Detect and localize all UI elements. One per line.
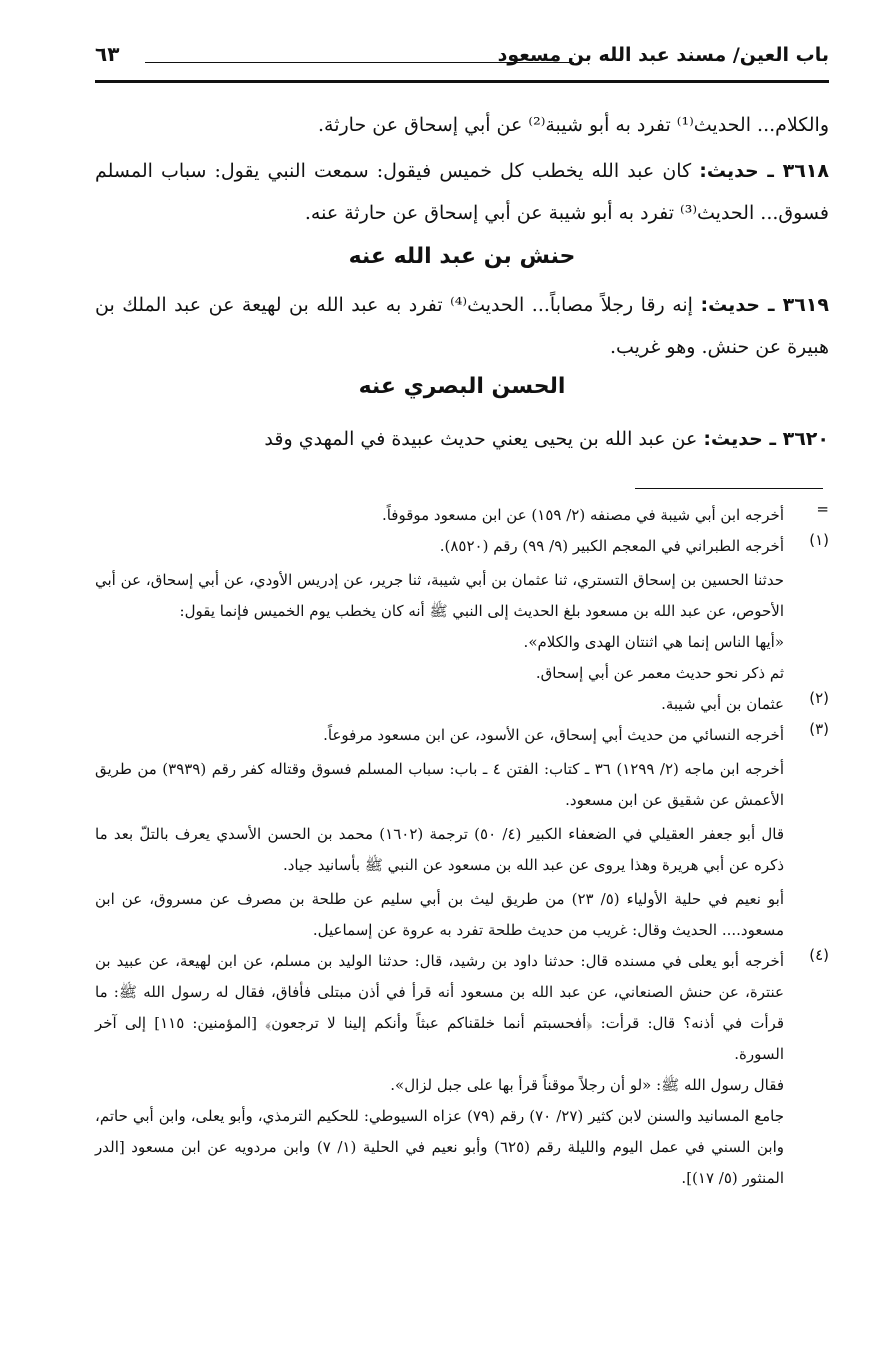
- footnote-line: فقال رسول الله ﷺ: «لو أن رجلاً موقناً قرأ بها على جبل لزال».: [390, 1076, 784, 1094]
- footnote-4: [95, 946, 829, 1194]
- footnote-marker: (٣): [809, 720, 829, 738]
- entry-3619-number: ٣٦١٩ ـ حديث:: [700, 294, 829, 316]
- section-heading-hanash: حنش بن عبد الله عنه: [348, 244, 576, 269]
- footnote-continued: [95, 500, 829, 531]
- footnote-line: أخرجه ابن أبي شيبة في مصنفه (٢/ ١٥٩) عن ابن مسعود موقوفاً.: [381, 506, 784, 524]
- footnote-line: أخرجه ابن ماجه (٢/ ١٢٩٩) ٣٦ ـ كتاب: الفتن ٤ ـ باب: سباب المسلم فسوق وقتاله كفر رقم (٣٩٣٩) من طريق الأعمش عن شقيق عن ابن مسعود.: [95, 760, 784, 809]
- header-title: باب العين/ مسند عبد الله بن مسعود: [497, 44, 829, 66]
- entry-3619-text: إنه رقا رجلاً مصاباً... الحديث⁽⁴⁾ تفرد به عبد الله بن لهيعة عن عبد الملك بن هبيرة عن حنش. وهو غريب.: [95, 294, 829, 358]
- section-heading-hasan-basri: الحسن البصري عنه: [358, 374, 566, 399]
- footnote-line: «أيها الناس إنما هي اثنتان الهدى والكلام».: [523, 633, 784, 651]
- footnote-line: جامع المسانيد والسنن لابن كثير (٢٧/ ٧٠) رقم (٧٩) عزاه السيوطي: للحكيم الترمذي، وأبو يعلى، وابن أبي حاتم، وابن السني في عمل اليوم والليلة رقم (٦٢٥) وأبو نعيم في الحلية (١/ ٧) وابن مردويه عن ابن مسعود [الدر المنثور (٥/ ١٧)].: [95, 1107, 785, 1187]
- footnote-marker: (١): [809, 531, 829, 549]
- header-rule: [95, 80, 829, 83]
- header-leader-line: [145, 62, 574, 63]
- footnote-line: أخرجه الطبراني في المعجم الكبير (٩/ ٩٩) رقم (٨٥٢٠).: [439, 537, 784, 555]
- main-text-block-3: [95, 418, 829, 460]
- running-header: [95, 38, 829, 78]
- entry-3618-text: كان عبد الله يخطب كل خميس فيقول: سمعت النبي يقول: سباب المسلم فسوق... الحديث⁽³⁾ تفرد به أبو شيبة عن أبي إسحاق عن حارثة عنه.: [95, 160, 829, 224]
- page-number: ٦٣: [95, 42, 120, 66]
- entry-3619: [95, 284, 829, 368]
- footnote-2: [95, 689, 829, 720]
- footnote-marker: (٢): [809, 689, 829, 707]
- entry-3618-number: ٣٦١٨ ـ حديث:: [699, 160, 829, 182]
- main-text-block-2: [95, 284, 829, 368]
- footnote-3: [95, 720, 829, 946]
- entry-3620-text: عن عبد الله بن يحيى يعني حديث عبيدة في المهدي وقد: [264, 428, 698, 450]
- footnote-line: أخرجه أبو يعلى في مسنده قال: حدثنا داود بن رشيد، قال: حدثنا الوليد بن مسلم، عن ابن لهيعة، عن عبيد بن عنترة، عن حنش الصنعاني، عن عبد الله بن مسعود أنه قرأ في أذن مبتلى فأفاق، فقال له رسول الله ﷺ: ما قرأت في أذنه؟ قال: قرأت: ﴿أفحسبتم أنما خلقناكم عبثاً وأنكم إلينا لا ترجعون﴾ [المؤمنين: ١١٥] إلى آخر السورة.: [95, 952, 784, 1063]
- footnote-marker: =: [816, 500, 829, 518]
- footnote-line: أبو نعيم في حلية الأولياء (٥/ ٢٣) من طريق ليث بن أبي سليم عن طلحة بن مصرف عن مسروق، عن ابن مسعود.... الحديث وقال: غريب من حديث طلحة تفرد به عروة عن إسماعيل.: [95, 890, 785, 939]
- footnote-line: أخرجه النسائي من حديث أبي إسحاق، عن الأسود، عن ابن مسعود مرفوعاً.: [323, 726, 784, 744]
- footnote-line: حدثنا الحسين بن إسحاق التستري، ثنا عثمان بن أبي شيبة، ثنا جرير، عن إدريس الأودي، عن أبي إسحاق، عن أبي الأحوص، عن عبد الله بن مسعود بلغ الحديث إلى النبي ﷺ أنه كان يخطب يوم الخميس فإنما يقول:: [95, 571, 784, 620]
- main-text-block-1: [95, 104, 829, 234]
- footnote-line: قال أبو جعفر العقيلي في الضعفاء الكبير (٤/ ٥٠) ترجمة (١٦٠٢) محمد بن الحسن الأسدي يعرف بالتلّ بعد ما ذكره عن أبي هريرة وهذا يروى عن عبد الله بن مسعود عن النبي ﷺ بأسانيد جياد.: [95, 825, 784, 874]
- footnote-line: ثم ذكر نحو حديث معمر عن أبي إسحاق.: [535, 664, 784, 682]
- entry-3620: [95, 418, 829, 460]
- entry-3618: [95, 150, 829, 234]
- footnote-1: [95, 531, 829, 689]
- footnote-marker: (٤): [809, 946, 829, 964]
- footnote-separator: [635, 488, 823, 489]
- paragraph-continuation: والكلام... الحديث⁽¹⁾ تفرد به أبو شيبة⁽²⁾ عن أبي إسحاق عن حارثة.: [317, 114, 829, 136]
- entry-3620-number: ٣٦٢٠ ـ حديث:: [703, 428, 829, 450]
- footnote-line: عثمان بن أبي شيبة.: [661, 695, 784, 713]
- footnotes: [95, 500, 829, 1194]
